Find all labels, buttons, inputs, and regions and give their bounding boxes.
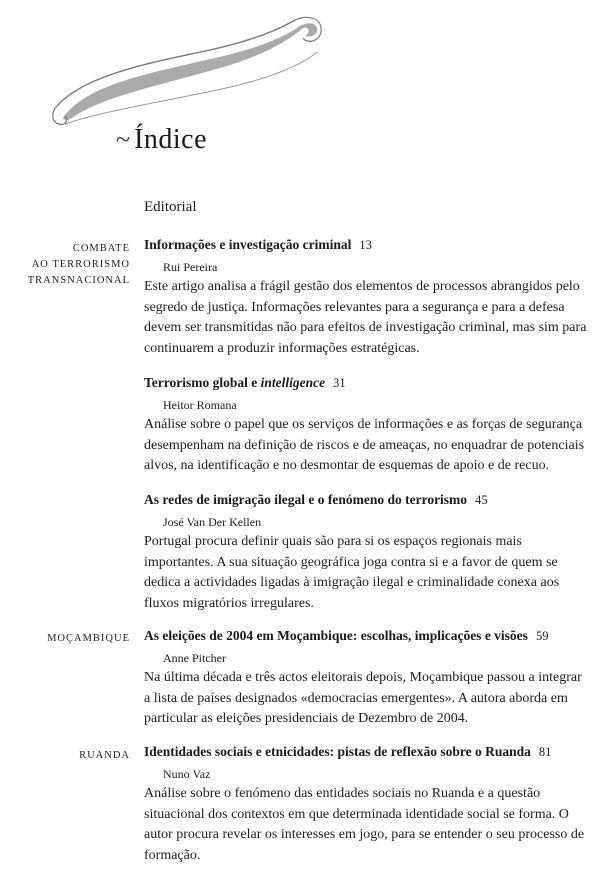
page-number: 31 [333, 376, 346, 390]
entry-author: Nuno Vaz [163, 767, 211, 781]
entry-title-link[interactable]: As eleições de 2004 em Moçambique: escolhas, implicações e visões 59 [144, 628, 549, 643]
entry-title-link[interactable]: Identidades sociais e etnicidades: pistas de reflexão sobre o Ruanda 81 [144, 744, 552, 759]
entry-abstract: Na última década e três actos eleitorais depois, Moçambique passou a integrar a lista de países designados «democracias emergentes». A autora aborda em particular as eleições presidenciais de Dezembro de 2004. [144, 670, 582, 726]
tilde-ornament-icon: ~ [116, 125, 131, 154]
page-number: 59 [535, 629, 549, 643]
toc-entry [144, 743, 589, 866]
section-label-combate [28, 241, 130, 289]
editorial-link[interactable]: Editorial [144, 199, 197, 215]
entry-abstract: Análise sobre o papel que os serviços de informações e as forças de segurança desempenham na definição de riscos e de ameaças, no enquadrar de potenciais alvos, na identificação e no desmontar de esquemas de apoio e de recuo. [144, 417, 585, 473]
entry-author: Anne Pitcher [163, 651, 226, 665]
page-heading [116, 124, 207, 156]
section-label-line: TRANSNACIONAL [27, 275, 130, 286]
page-number: 13 [359, 238, 372, 252]
entry-author: Rui Pereira [163, 260, 218, 274]
entry-abstract: Portugal procura definir quais são para si os espaços regionais mais importantes. A sua situação geográfica joga contra si e a favor de quem se dedica a actividades ligadas à imigração ilegal e criminalidade conexa aos fluxos migratórios irregulares. [144, 534, 560, 611]
entry-author: Heitor Romana [163, 398, 237, 412]
section-label-line: AO TERRORISMO [31, 259, 130, 270]
page-number: 81 [538, 745, 552, 759]
section-label-line: COMBATE [72, 243, 130, 254]
page-number: 45 [475, 493, 488, 507]
page-title: Índice [134, 124, 208, 155]
toc-entry [144, 627, 589, 730]
toc-entry [144, 491, 589, 614]
toc-entry [144, 236, 589, 359]
entry-abstract: Este artigo analisa a frágil gestão dos elementos de processos abrangidos pelo segredo de justiça. Informações relevantes para a segurança e para a defesa devem ser transmitidas não para efeitos de investigação criminal, mas sim para continuarem a produzir informações estratégicas. [144, 279, 587, 356]
flourish-ornament-icon [45, 14, 335, 134]
toc-entry [144, 374, 589, 477]
entry-title-link[interactable]: Informações e investigação criminal 13 [144, 237, 372, 252]
section-label-mocambique: MOÇAMBIQUE [47, 633, 130, 644]
entry-title-link[interactable]: As redes de imigração ilegal e o fenómeno do terrorismo 45 [144, 492, 488, 507]
entry-abstract: Análise sobre o fenómeno das entidades sociais no Ruanda e a questão situacional dos contextos em que determinada identidade social se forma. O autor procura revelar os interesses em jogo, para se entender o seu processo de formação. [144, 786, 585, 863]
entry-author: José Van Der Kellen [163, 515, 262, 529]
section-label-ruanda: RUANDA [79, 750, 130, 761]
entry-title-link[interactable]: Terrorismo global e intelligence 31 [144, 375, 346, 390]
